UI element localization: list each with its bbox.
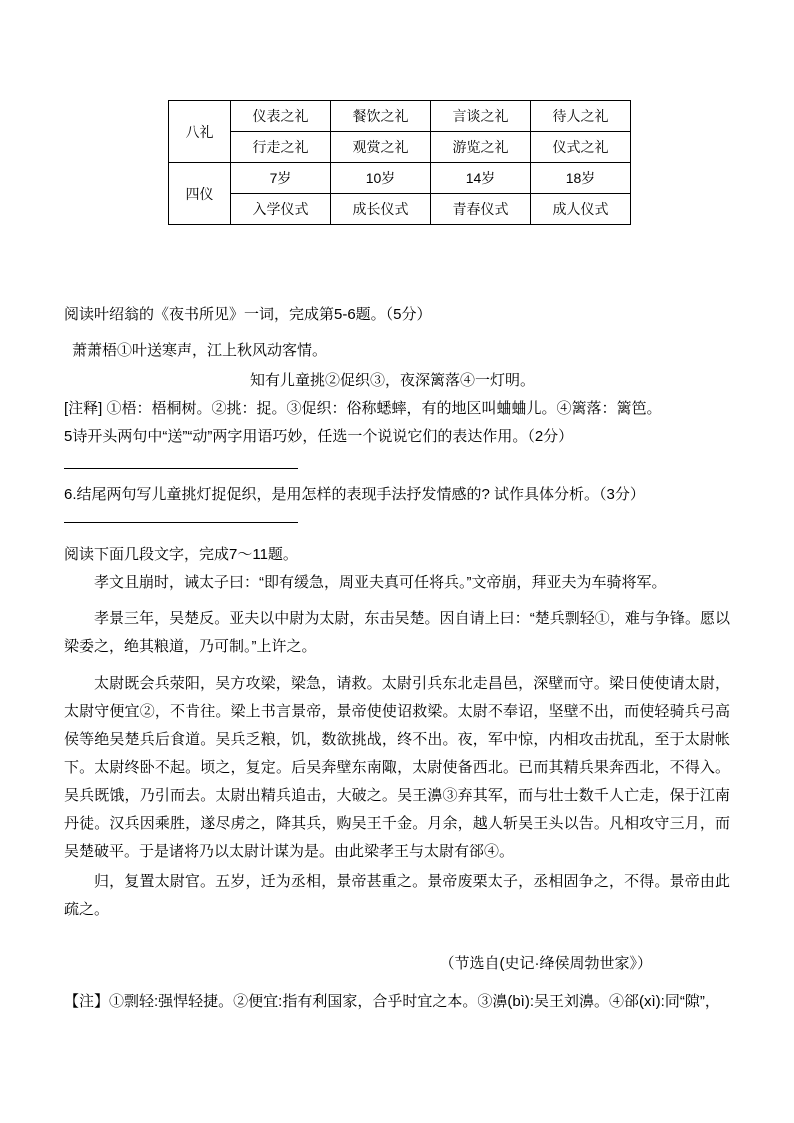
passage-paragraph-3: 太尉既会兵荥阳，吴方攻梁，梁急，请救。太尉引兵东北走昌邑，深壁而守。梁日使使请太尉，太尉守便宜②，不肯往。梁上书言景帝，景帝使使诏救梁。太尉不奉诏，坚壁不出，而使轻骑兵弓高侯等绝吴楚兵后食道。吴兵乏粮，饥，数欲挑战，终不出。夜，军中惊，内相攻击扰乱，至于太尉帐下。太尉终卧不起。顷之，复定。后吴奔壁东南陬，太尉使备西北。已而其精兵果奔西北，不得入。吴兵既饿，乃引而去。太尉出精兵追击，大破之。吴王濞③弃其军，而与壮士数千人亡走，保于江南丹徒。汉兵因乘胜，遂尽虏之，降其兵，购吴王千金。月余，越人斩吴王头以告。凡相攻守三月，而吴楚破平。于是诸将乃以太尉计谋为是。由此梁孝王与太尉有郤④。 [64,675,730,860]
table-row [169,194,631,225]
table-row [169,163,631,194]
row-header-bali: 八礼 [169,101,231,163]
table-cell: 14岁 [431,163,531,194]
table-cell: 言谈之礼 [431,101,531,132]
passage-source-citation: （节选自(史记·绛侯周勃世家》） [439,955,652,972]
question-5: 5诗开头两句中“送”“动”两字用语巧妙，任选一个说说它们的表达作用。（2分） [64,428,574,445]
poem-line-1: 萧萧梧①叶送寒声，江上秋风动客情。 [72,342,328,359]
passage-paragraph-4: 归，复置太尉官。五岁，迁为丞相，景帝甚重之。景帝废栗太子，丞相固争之，不得。景帝由此疏之。 [64,873,730,918]
poem-section-intro: 阅读叶绍翁的《夜书所见》一词，完成第5-6题。（5分） [64,306,432,323]
answer-blank-q6 [64,509,298,523]
table-cell: 仪表之礼 [231,101,331,132]
table-cell: 7岁 [231,163,331,194]
table-cell: 成长仪式 [331,194,431,225]
table-cell: 餐饮之礼 [331,101,431,132]
table-cell: 18岁 [531,163,631,194]
table-cell: 待人之礼 [531,101,631,132]
table-row [169,101,631,132]
passage-footnotes: 【注】①剽轻:强悍轻捷。②便宜:指有利国家，合乎时宜之本。③濞(bì):吴王刘濞。④郤(xì):同“隙”， [64,993,720,1010]
table-cell: 行走之礼 [231,132,331,163]
table-cell: 仪式之礼 [531,132,631,163]
poem-line-2: 知有儿童挑②促织③，夜深篱落④一灯明。 [250,372,536,389]
table-cell: 青春仪式 [431,194,531,225]
passage-paragraph-1: 孝文且崩时，诫太子曰：“即有缓急，周亚夫真可任将兵。”文帝崩，拜亚夫为车骑将军。 [94,574,667,591]
table-cell: 游览之礼 [431,132,531,163]
table-row [169,132,631,163]
answer-blank-q5 [64,451,298,469]
poem-annotations: [注释] ①梧：梧桐树。②挑：捉。③促织：俗称蟋蟀，有的地区叫蛐蛐儿。④篱落：篱笆。 [64,400,662,417]
table-cell: 10岁 [331,163,431,194]
table-cell: 观赏之礼 [331,132,431,163]
passage-section-intro: 阅读下面几段文字，完成7～11题。 [64,546,298,563]
row-header-siyi: 四仪 [169,163,231,225]
question-6: 6.结尾两句写儿童挑灯捉促织，是用怎样的表现手法抒发情感的? 试作具体分析。（3分） [64,486,645,503]
table-cell: 入学仪式 [231,194,331,225]
passage-paragraph-2: 孝景三年，吴楚反。亚夫以中尉为太尉，东击吴楚。因自请上曰：“楚兵剽轻①，难与争锋。愿以梁委之，绝其粮道，乃可制。”上许之。 [64,610,730,655]
rites-table [168,100,631,225]
table-cell: 成人仪式 [531,194,631,225]
